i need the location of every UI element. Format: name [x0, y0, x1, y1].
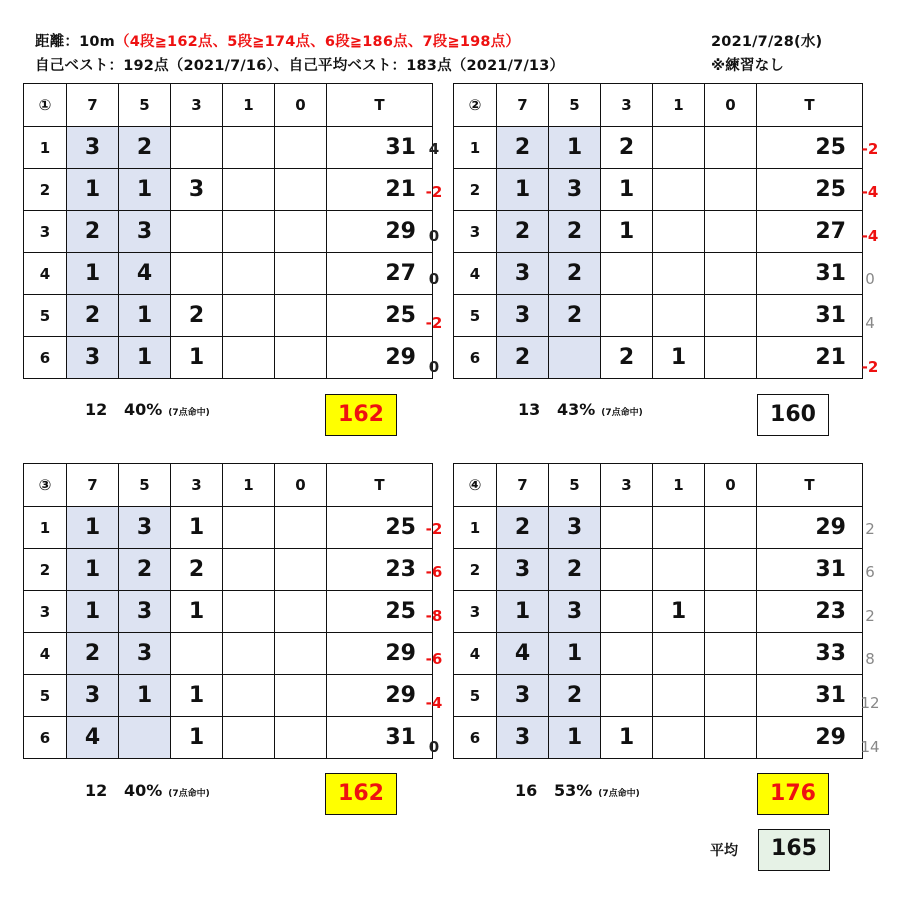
table-row: [24, 127, 433, 169]
round-1-total: 162: [325, 394, 397, 436]
count-0: [705, 337, 757, 379]
count-7: 3: [67, 337, 119, 379]
count-3: [601, 253, 653, 295]
col-header-1: 1: [223, 464, 275, 507]
end-total: 27: [327, 253, 433, 295]
diff-value: -6: [425, 650, 443, 668]
count-5: 1: [549, 633, 601, 675]
table-row: [454, 295, 863, 337]
count-1: [653, 169, 705, 211]
personal-best-text: 自己ベスト：192点（2021/7/16）、自己平均ベスト：183点（2021/7/13）: [35, 58, 565, 74]
count-5: 2: [549, 549, 601, 591]
count-1: [223, 717, 275, 759]
count-7: 3: [497, 549, 549, 591]
count-3: 1: [171, 507, 223, 549]
col-header-0: 0: [705, 84, 757, 127]
count-1: [223, 169, 275, 211]
count-3: [601, 507, 653, 549]
count-5: 3: [119, 591, 171, 633]
diff-value: 0: [865, 270, 875, 288]
count-1: [653, 507, 705, 549]
col-header-total: T: [757, 464, 863, 507]
count-0: [705, 633, 757, 675]
count-1: [653, 717, 705, 759]
count-1: [653, 253, 705, 295]
col-header-1: 1: [653, 84, 705, 127]
count-1: [653, 633, 705, 675]
count-5: 3: [119, 633, 171, 675]
count-0: [275, 591, 327, 633]
diff-value: -2: [861, 358, 879, 376]
header-row: [24, 84, 433, 127]
round-4-table: [453, 463, 863, 759]
count-0: [275, 295, 327, 337]
end-number: 3: [24, 211, 67, 253]
end-total: 21: [327, 169, 433, 211]
count-5: 3: [549, 507, 601, 549]
count-1: [223, 633, 275, 675]
col-header-0: 0: [705, 464, 757, 507]
col-header-7: 7: [67, 464, 119, 507]
table-row: [454, 253, 863, 295]
count-7: 1: [67, 169, 119, 211]
table-row: [454, 127, 863, 169]
count-0: [705, 295, 757, 337]
table-row: [24, 549, 433, 591]
end-total: 31: [757, 253, 863, 295]
count-0: [705, 549, 757, 591]
average-label: 平均: [710, 843, 738, 859]
count-5: 1: [549, 717, 601, 759]
count-3: [601, 549, 653, 591]
average-value: 165: [758, 829, 830, 871]
count-1: [653, 549, 705, 591]
date-text: 2021/7/28(水): [711, 34, 823, 50]
table-row: [24, 337, 433, 379]
col-header-total: T: [327, 84, 433, 127]
count-3: 1: [601, 717, 653, 759]
count-0: [705, 507, 757, 549]
count-0: [705, 717, 757, 759]
end-total: 25: [757, 127, 863, 169]
table-row: [454, 591, 863, 633]
count-0: [705, 591, 757, 633]
count-7: 3: [497, 717, 549, 759]
end-number: 2: [24, 549, 67, 591]
count-7: 2: [67, 295, 119, 337]
count-7: 2: [497, 507, 549, 549]
count-5: 2: [549, 253, 601, 295]
count-5: 4: [119, 253, 171, 295]
diff-value: 0: [428, 270, 440, 288]
end-total: 27: [757, 211, 863, 253]
count-1: [223, 211, 275, 253]
table-row: [454, 549, 863, 591]
end-total: 29: [757, 717, 863, 759]
col-header-7: 7: [497, 84, 549, 127]
end-number: 4: [454, 633, 497, 675]
end-total: 31: [327, 127, 433, 169]
end-number: 5: [454, 295, 497, 337]
count-7: 1: [67, 591, 119, 633]
count-5: 3: [119, 211, 171, 253]
end-total: 25: [757, 169, 863, 211]
count-7: 4: [497, 633, 549, 675]
count-3: 3: [171, 169, 223, 211]
count-0: [275, 253, 327, 295]
diff-value: -8: [425, 607, 443, 625]
table-row: [454, 211, 863, 253]
end-total: 31: [757, 295, 863, 337]
count-7: 1: [67, 507, 119, 549]
table-row: [24, 253, 433, 295]
diff-value: 14: [860, 738, 880, 756]
count-1: 1: [653, 337, 705, 379]
count-3: 1: [171, 717, 223, 759]
end-total: 29: [327, 633, 433, 675]
criteria-text: （4段≧162点、5段≧174点、6段≧186点、7段≧198点）: [115, 34, 521, 50]
end-number: 5: [24, 295, 67, 337]
count-0: [705, 169, 757, 211]
end-total: 23: [757, 591, 863, 633]
count-3: 2: [171, 549, 223, 591]
table-row: [24, 675, 433, 717]
table-row: [24, 169, 433, 211]
round-3-table: [23, 463, 433, 759]
hit-percent: 40%: [123, 400, 163, 419]
table-row: [24, 295, 433, 337]
count-3: [601, 675, 653, 717]
end-total: 31: [757, 675, 863, 717]
count-0: [705, 253, 757, 295]
diff-value: -4: [861, 183, 879, 201]
round-2-total: 160: [757, 394, 829, 436]
count-1: [653, 295, 705, 337]
end-number: 3: [454, 211, 497, 253]
end-total: 31: [757, 549, 863, 591]
diff-value: -2: [425, 314, 443, 332]
count-3: 2: [601, 337, 653, 379]
diff-value: 12: [860, 694, 880, 712]
diff-value: 4: [865, 314, 875, 332]
table-row: [24, 211, 433, 253]
table-row: [454, 633, 863, 675]
col-header-total: T: [327, 464, 433, 507]
table-row: [454, 717, 863, 759]
count-0: [705, 127, 757, 169]
round-label: ②: [454, 84, 497, 127]
count-5: [549, 337, 601, 379]
end-total: 21: [757, 337, 863, 379]
end-number: 4: [454, 253, 497, 295]
count-3: 2: [171, 295, 223, 337]
hit-count: 12: [85, 781, 108, 800]
count-3: [171, 253, 223, 295]
end-number: 2: [454, 169, 497, 211]
distance-text: 距離：10m: [35, 34, 115, 50]
count-1: [223, 295, 275, 337]
hit-percent: 40%: [123, 781, 163, 800]
count-1: [223, 507, 275, 549]
round-4-total: 176: [757, 773, 829, 815]
count-0: [275, 633, 327, 675]
count-5: 2: [119, 127, 171, 169]
round-3-summary: [85, 781, 210, 800]
end-number: 3: [24, 591, 67, 633]
count-5: 1: [119, 675, 171, 717]
hit-note: (7点命中): [168, 408, 210, 418]
count-0: [275, 675, 327, 717]
count-7: 3: [497, 295, 549, 337]
hit-count: 12: [85, 400, 108, 419]
table-row: [454, 337, 863, 379]
count-1: [653, 211, 705, 253]
end-number: 2: [454, 549, 497, 591]
end-total: 23: [327, 549, 433, 591]
end-total: 25: [327, 295, 433, 337]
table-row: [454, 169, 863, 211]
col-header-1: 1: [223, 84, 275, 127]
header-line-1: [35, 30, 520, 51]
hit-note: (7点命中): [598, 789, 640, 799]
end-number: 6: [454, 717, 497, 759]
count-3: 2: [601, 127, 653, 169]
end-total: 29: [327, 675, 433, 717]
end-total: 29: [757, 507, 863, 549]
end-number: 2: [24, 169, 67, 211]
count-5: 3: [119, 507, 171, 549]
hit-percent: 43%: [556, 400, 596, 419]
diff-value: 0: [428, 227, 440, 245]
diff-value: -4: [425, 694, 443, 712]
count-0: [275, 211, 327, 253]
count-5: 3: [549, 169, 601, 211]
count-0: [275, 169, 327, 211]
end-total: 29: [327, 337, 433, 379]
col-header-3: 3: [171, 464, 223, 507]
round-1-summary: [85, 400, 210, 419]
hit-count: 16: [515, 781, 538, 800]
count-5: 2: [549, 211, 601, 253]
count-7: 2: [497, 127, 549, 169]
end-total: 29: [327, 211, 433, 253]
col-header-5: 5: [119, 464, 171, 507]
header-row: [454, 84, 863, 127]
table-row: [454, 675, 863, 717]
end-number: 5: [454, 675, 497, 717]
diff-value: 2: [865, 520, 875, 538]
round-label: ④: [454, 464, 497, 507]
table-row: [24, 717, 433, 759]
count-7: 3: [67, 127, 119, 169]
count-0: [275, 717, 327, 759]
col-header-0: 0: [275, 464, 327, 507]
hit-note: (7点命中): [168, 789, 210, 799]
end-total: 33: [757, 633, 863, 675]
round-2-table: [453, 83, 863, 379]
col-header-7: 7: [497, 464, 549, 507]
end-number: 1: [24, 127, 67, 169]
count-3: [601, 591, 653, 633]
count-1: [223, 253, 275, 295]
count-3: 1: [601, 211, 653, 253]
end-number: 6: [24, 717, 67, 759]
hit-note: (7点命中): [601, 408, 643, 418]
header-row: [454, 464, 863, 507]
count-7: 1: [67, 253, 119, 295]
count-0: [705, 211, 757, 253]
count-3: [171, 633, 223, 675]
count-5: 3: [549, 591, 601, 633]
count-7: 2: [497, 337, 549, 379]
diff-value: -2: [425, 183, 443, 201]
diff-value: -4: [861, 227, 879, 245]
col-header-5: 5: [119, 84, 171, 127]
count-0: [275, 549, 327, 591]
count-3: 1: [601, 169, 653, 211]
diff-value: 0: [428, 358, 440, 376]
count-3: [601, 633, 653, 675]
round-label: ①: [24, 84, 67, 127]
count-0: [275, 507, 327, 549]
col-header-0: 0: [275, 84, 327, 127]
count-5: 2: [549, 295, 601, 337]
count-7: 1: [67, 549, 119, 591]
col-header-3: 3: [601, 84, 653, 127]
table-row: [24, 591, 433, 633]
header-row: [24, 464, 433, 507]
count-1: [223, 337, 275, 379]
count-5: 1: [119, 337, 171, 379]
count-7: 3: [67, 675, 119, 717]
diff-value: -6: [425, 563, 443, 581]
hit-percent: 53%: [553, 781, 593, 800]
count-1: [653, 675, 705, 717]
count-1: [223, 591, 275, 633]
count-5: 1: [549, 127, 601, 169]
hit-count: 13: [518, 400, 541, 419]
diff-value: 2: [865, 607, 875, 625]
end-total: 25: [327, 507, 433, 549]
col-header-3: 3: [601, 464, 653, 507]
count-0: [705, 675, 757, 717]
count-7: 2: [497, 211, 549, 253]
col-header-7: 7: [67, 84, 119, 127]
diff-value: -2: [425, 520, 443, 538]
count-5: 1: [119, 169, 171, 211]
end-total: 25: [327, 591, 433, 633]
round-1-table: [23, 83, 433, 379]
round-3-total: 162: [325, 773, 397, 815]
end-number: 5: [24, 675, 67, 717]
count-1: [653, 127, 705, 169]
table-row: [24, 633, 433, 675]
count-1: 1: [653, 591, 705, 633]
end-number: 4: [24, 633, 67, 675]
col-header-5: 5: [549, 84, 601, 127]
count-3: 1: [171, 675, 223, 717]
diff-value: 4: [428, 140, 440, 158]
end-total: 31: [327, 717, 433, 759]
count-7: 2: [67, 211, 119, 253]
diff-value: 6: [865, 563, 875, 581]
diff-value: 8: [865, 650, 875, 668]
count-3: [601, 295, 653, 337]
count-5: 2: [119, 549, 171, 591]
round-4-summary: [515, 781, 640, 800]
col-header-5: 5: [549, 464, 601, 507]
round-label: ③: [24, 464, 67, 507]
end-number: 4: [24, 253, 67, 295]
count-7: 1: [497, 591, 549, 633]
note-text: ※練習なし: [711, 58, 785, 74]
count-1: [223, 127, 275, 169]
count-3: [171, 211, 223, 253]
count-0: [275, 337, 327, 379]
col-header-3: 3: [171, 84, 223, 127]
col-header-1: 1: [653, 464, 705, 507]
count-1: [223, 549, 275, 591]
count-3: 1: [171, 337, 223, 379]
diff-value: -2: [861, 140, 879, 158]
end-number: 1: [454, 507, 497, 549]
count-7: 3: [497, 675, 549, 717]
end-number: 6: [454, 337, 497, 379]
count-5: [119, 717, 171, 759]
count-1: [223, 675, 275, 717]
count-7: 3: [497, 253, 549, 295]
end-number: 6: [24, 337, 67, 379]
end-number: 3: [454, 591, 497, 633]
count-3: [171, 127, 223, 169]
table-row: [24, 507, 433, 549]
count-5: 1: [119, 295, 171, 337]
count-7: 4: [67, 717, 119, 759]
table-row: [454, 507, 863, 549]
diff-value: 0: [428, 738, 440, 756]
count-0: [275, 127, 327, 169]
col-header-total: T: [757, 84, 863, 127]
count-5: 2: [549, 675, 601, 717]
count-3: 1: [171, 591, 223, 633]
end-number: 1: [454, 127, 497, 169]
count-7: 1: [497, 169, 549, 211]
end-number: 1: [24, 507, 67, 549]
round-2-summary: [518, 400, 643, 419]
count-7: 2: [67, 633, 119, 675]
